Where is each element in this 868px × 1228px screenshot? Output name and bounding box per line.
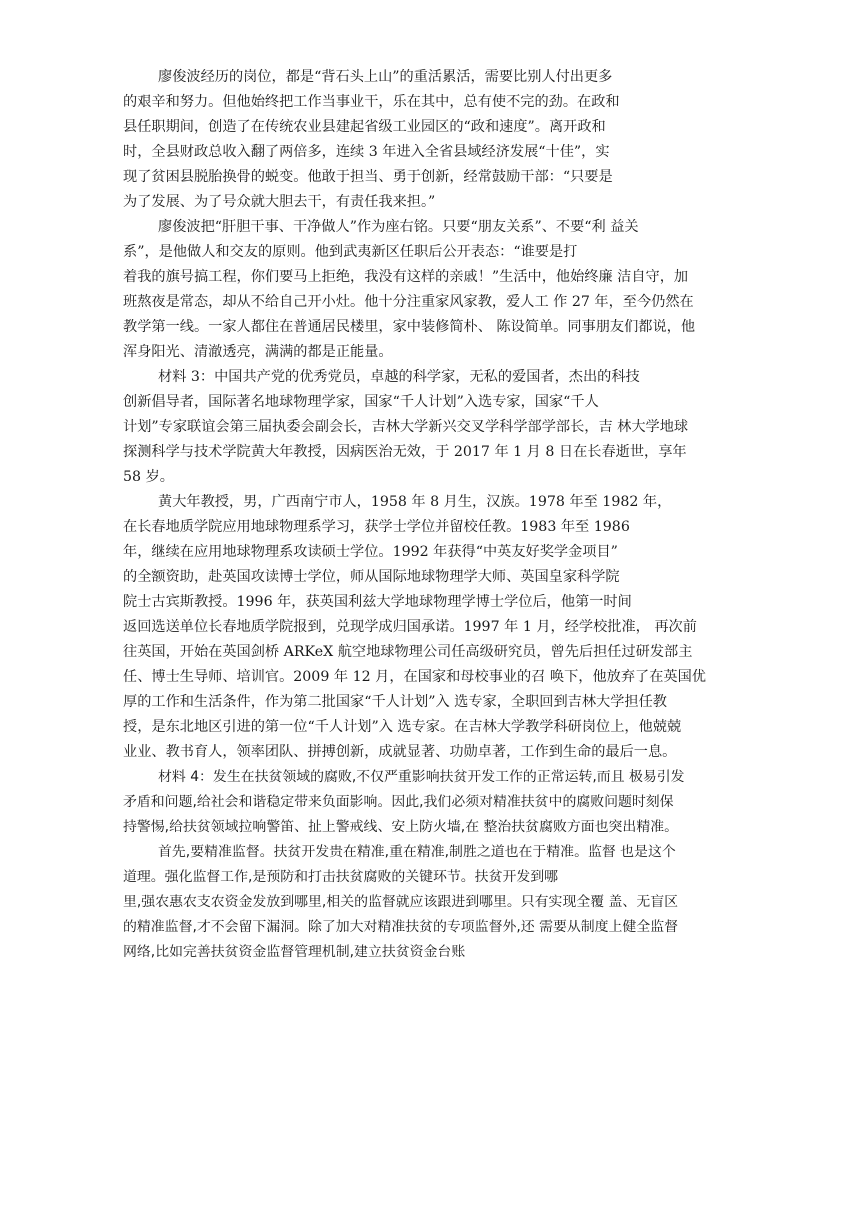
text-line: 创新倡导者，国际著名地球物理学家，国家“千人计划”入选专家，国家“千人	[123, 394, 599, 410]
text-line: 厚的工作和生活条件，作为第二批国家“千人计划”入 选专家，全职回到吉林大学担任教	[123, 694, 667, 710]
text-line: 的全额资助，赴英国攻读博士学位，师从国际地球物理学大师、英国皇家科学院	[123, 569, 620, 585]
text-line: 在长春地质学院应用地球物理系学习，获学士学位并留校任教。1983 年至 1986	[123, 519, 630, 535]
text-line: 任、博士生导师、培训官。2009 年 12 月，在国家和母校事业的召 唤下，他放弃了在英国优	[123, 669, 706, 685]
text-line: 班熬夜是常态，却从不给自己开小灶。他十分注重家风家教，爱人工 作 27 年，至今仍然在	[123, 294, 694, 310]
text-line: 首先,要精准监督。扶贫开发贵在精准,重在精准,制胜之道也在于精准。监督 也是这个	[158, 844, 676, 860]
text-line: 网络,比如完善扶贫资金监督管理机制,建立扶贫资金台账	[123, 944, 466, 960]
text-line: 浑身阳光、清澈透亮，满满的都是正能量。	[123, 344, 393, 360]
text-line: 年，继续在应用地球物理系攻读硕士学位。1992 年获得“中英友好奖学金项目”	[123, 544, 618, 560]
text-line: 的艰辛和努力。但他始终把工作当事业干，乐在其中，总有使不完的劲。在政和	[123, 94, 620, 110]
text-line: 时，全县财政总收入翻了两倍多，连续 3 年进入全省县域经济发展“十佳”，实	[123, 144, 610, 160]
text-line: 为了发展、为了号众就大胆去干，有责任我来担。”	[123, 194, 436, 210]
text-line: 县任职期间，创造了在传统农业县建起省级工业园区的“政和速度”。离开政和	[123, 119, 606, 135]
text-line: 往英国，开始在英国剑桥 ARKeX 航空地球物理公司任高级研究员，曾先后担任过研发部主	[123, 644, 693, 660]
text-line: 黄大年教授，男，广西南宁市人，1958 年 8 月生，汉族。1978 年至 1982 年，	[158, 494, 672, 510]
text-line: 的精准监督,才不会留下漏洞。除了加大对精准扶贫的专项监督外,还 需要从制度上健全监督	[123, 919, 678, 935]
text-line: 业业、教书育人，领率团队、拼搏创新，成就显著、功勋卓著，工作到生命的最后一息。	[123, 744, 677, 760]
text-line: 教学第一线。一家人都住在普通居民楼里，家中装修简朴、 陈设简单。同事朋友们都说，他	[123, 319, 696, 335]
text-line: 58 岁。	[123, 469, 174, 485]
text-line: 现了贫困县脱胎换骨的蜕变。他敢于担当、勇于创新，经常鼓励干部：“只要是	[123, 169, 613, 185]
text-line: 里,强农惠农支农资金发放到哪里,相关的监督就应该跟进到哪里。只有实现全覆 盖、无盲区	[123, 894, 678, 910]
text-line: 持警惕,给扶贫领域拉响警笛、扯上警戒线、安上防火墙,在 整治扶贫腐败方面也突出精准。	[123, 819, 678, 835]
text-line: 授，是东北地区引进的第一位“千人计划”入 选专家。在吉林大学教学科研岗位上，他兢兢	[123, 719, 682, 735]
text-line: 道理。强化监督工作,是预防和打击扶贫腐败的关键环节。扶贫开发到哪	[123, 869, 559, 885]
text-line: 院士古宾斯教授。1996 年，获英国利兹大学地球物理学博士学位后，他第一时间	[123, 594, 632, 610]
text-line: 廖俊波把“肝胆干事、干净做人”作为座右铭。只要“朋友关系”、不要“利 益关	[158, 219, 639, 235]
text-line: 材料 3：中国共产党的优秀党员，卓越的科学家，无私的爱国者，杰出的科技	[158, 369, 640, 385]
text-line: 系”，是他做人和交友的原则。他到武夷新区任职后公开表态：“谁要是打	[123, 244, 578, 260]
text-line: 探测科学与技术学院黄大年教授，因病医治无效，于 2017 年 1 月 8 日在长春逝世，享年	[123, 444, 687, 460]
text-line: 材料 4：发生在扶贫领域的腐败,不仅严重影响扶贫开发工作的正常运转,而且 极易引发	[158, 769, 685, 785]
text-line: 廖俊波经历的岗位，都是“背石头上山”的重活累活，需要比别人付出更多	[158, 69, 613, 85]
text-line: 计划”专家联谊会第三届执委会副会长，吉林大学新兴交叉学科学部学部长，吉 林大学地球	[123, 419, 689, 435]
text-line: 返回选送单位长春地质学院报到，兑现学成归国承诺。1997 年 1 月，经学校批准， 再次前	[123, 619, 697, 635]
text-line: 着我的旗号搞工程，你们要马上拒绝，我没有这样的亲戚！”生活中，他始终廉 洁自守，加	[123, 269, 689, 285]
text-line: 矛盾和问题,给社会和谐稳定带来负面影响。因此,我们必须对精准扶贫中的腐败问题时刻保	[123, 794, 674, 810]
